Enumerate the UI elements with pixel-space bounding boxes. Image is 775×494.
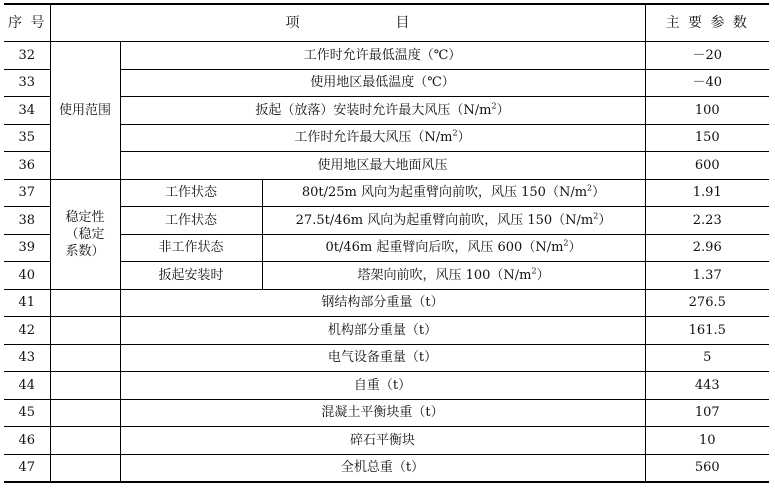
- empty-group-cell: [50, 317, 120, 345]
- table-row: [4, 372, 769, 400]
- row-item-superscript: 2: [531, 266, 537, 276]
- row-item: [262, 262, 645, 290]
- empty-group-cell: [50, 289, 120, 317]
- row-no: 39: [4, 234, 50, 262]
- row-item-text: 塔架向前吹，风压 100（N/m: [357, 267, 532, 283]
- row-item-text: 27.5t/46m 风向为起重臂向前吹，风压 150（N/m: [295, 212, 594, 228]
- row-item-close: ）: [568, 240, 582, 256]
- row-state: 工作状态: [120, 179, 262, 207]
- row-no: 44: [4, 372, 50, 400]
- row-value: 150: [645, 124, 769, 152]
- row-no: 40: [4, 262, 50, 290]
- table-row: [4, 344, 769, 372]
- row-item-close: ）: [496, 102, 510, 118]
- header-row: [4, 4, 769, 42]
- row-item-text: 80t/25m 风向为起重臂向前吹，风压 150（N/m: [301, 185, 588, 201]
- specification-table: [4, 3, 769, 483]
- row-item: 使用地区最大地面风压: [120, 152, 645, 180]
- row-no: 47: [4, 454, 50, 482]
- group-usage-range: 使用范围: [50, 42, 120, 180]
- row-item: 碎石平衡块: [120, 427, 645, 455]
- row-item: 机构部分重量（t）: [120, 317, 645, 345]
- row-value: 276.5: [645, 289, 769, 317]
- row-item-superscript: 2: [452, 128, 458, 138]
- row-value: 107: [645, 399, 769, 427]
- row-value: 161.5: [645, 317, 769, 345]
- row-no: 38: [4, 207, 50, 235]
- row-value: 100: [645, 97, 769, 125]
- row-value: 2.23: [645, 207, 769, 235]
- row-item-close: ）: [592, 185, 606, 201]
- row-item-close: ）: [457, 130, 471, 146]
- row-state: 工作状态: [120, 207, 262, 235]
- table-row: [4, 179, 769, 207]
- row-no: 36: [4, 152, 50, 180]
- table-row: [4, 42, 769, 70]
- row-no: 41: [4, 289, 50, 317]
- row-value: 10: [645, 427, 769, 455]
- group-stability-line: 稳定性: [65, 209, 105, 225]
- row-item: 电气设备重量（t）: [120, 344, 645, 372]
- row-item: 自重（t）: [120, 372, 645, 400]
- row-item-text: 工作时允许最大风压（N/m: [294, 130, 453, 146]
- row-no: 46: [4, 427, 50, 455]
- table-row: [4, 427, 769, 455]
- row-value: 1.37: [645, 262, 769, 290]
- empty-group-cell: [50, 427, 120, 455]
- row-item: [120, 124, 645, 152]
- row-item: 钢结构部分重量（t）: [120, 289, 645, 317]
- header-item-right: 目: [395, 14, 410, 31]
- row-no: 32: [4, 42, 50, 70]
- row-value: 600: [645, 152, 769, 180]
- table-row: [4, 399, 769, 427]
- row-item-superscript: 2: [491, 101, 497, 111]
- row-item: 全机总重（t）: [120, 454, 645, 482]
- row-no: 45: [4, 399, 50, 427]
- row-item: 使用地区最低温度（℃）: [120, 69, 645, 97]
- header-item: [50, 4, 645, 42]
- row-value: －40: [645, 69, 769, 97]
- row-value: 443: [645, 372, 769, 400]
- row-value: 1.91: [645, 179, 769, 207]
- row-item: [262, 207, 645, 235]
- row-no: 43: [4, 344, 50, 372]
- empty-group-cell: [50, 372, 120, 400]
- group-stability-line: 系数）: [65, 243, 105, 259]
- empty-group-cell: [50, 344, 120, 372]
- header-no: 序 号: [4, 4, 50, 42]
- row-item: [120, 97, 645, 125]
- row-item-text: 0t/46m 起重臂向后吹，风压 600（N/m: [325, 240, 564, 256]
- row-item: [262, 234, 645, 262]
- header-item-left: 项: [285, 14, 300, 31]
- row-value: 2.96: [645, 234, 769, 262]
- row-no: 42: [4, 317, 50, 345]
- group-stability-line: （稳定: [65, 226, 105, 242]
- row-item-superscript: 2: [563, 238, 569, 248]
- row-state: 扳起安装时: [120, 262, 262, 290]
- group-stability: [50, 179, 120, 289]
- table-row: [4, 454, 769, 482]
- row-no: 34: [4, 97, 50, 125]
- header-value: 主 要 参 数: [645, 4, 769, 42]
- row-item-close: ）: [598, 212, 612, 228]
- row-value: 560: [645, 454, 769, 482]
- row-item: 混凝土平衡块重（t）: [120, 399, 645, 427]
- table-row: [4, 317, 769, 345]
- row-value: 5: [645, 344, 769, 372]
- row-item-superscript: 2: [587, 183, 593, 193]
- table-row: [4, 289, 769, 317]
- row-item-close: ）: [536, 267, 550, 283]
- row-no: 33: [4, 69, 50, 97]
- row-item: [262, 179, 645, 207]
- row-state: 非工作状态: [120, 234, 262, 262]
- row-item-superscript: 2: [593, 211, 599, 221]
- empty-group-cell: [50, 399, 120, 427]
- row-item-text: 扳起（放落）安装时允许最大风压（N/m: [255, 102, 492, 118]
- row-no: 35: [4, 124, 50, 152]
- row-no: 37: [4, 179, 50, 207]
- row-value: －20: [645, 42, 769, 70]
- row-item: 工作时允许最低温度（℃）: [120, 42, 645, 70]
- empty-group-cell: [50, 454, 120, 482]
